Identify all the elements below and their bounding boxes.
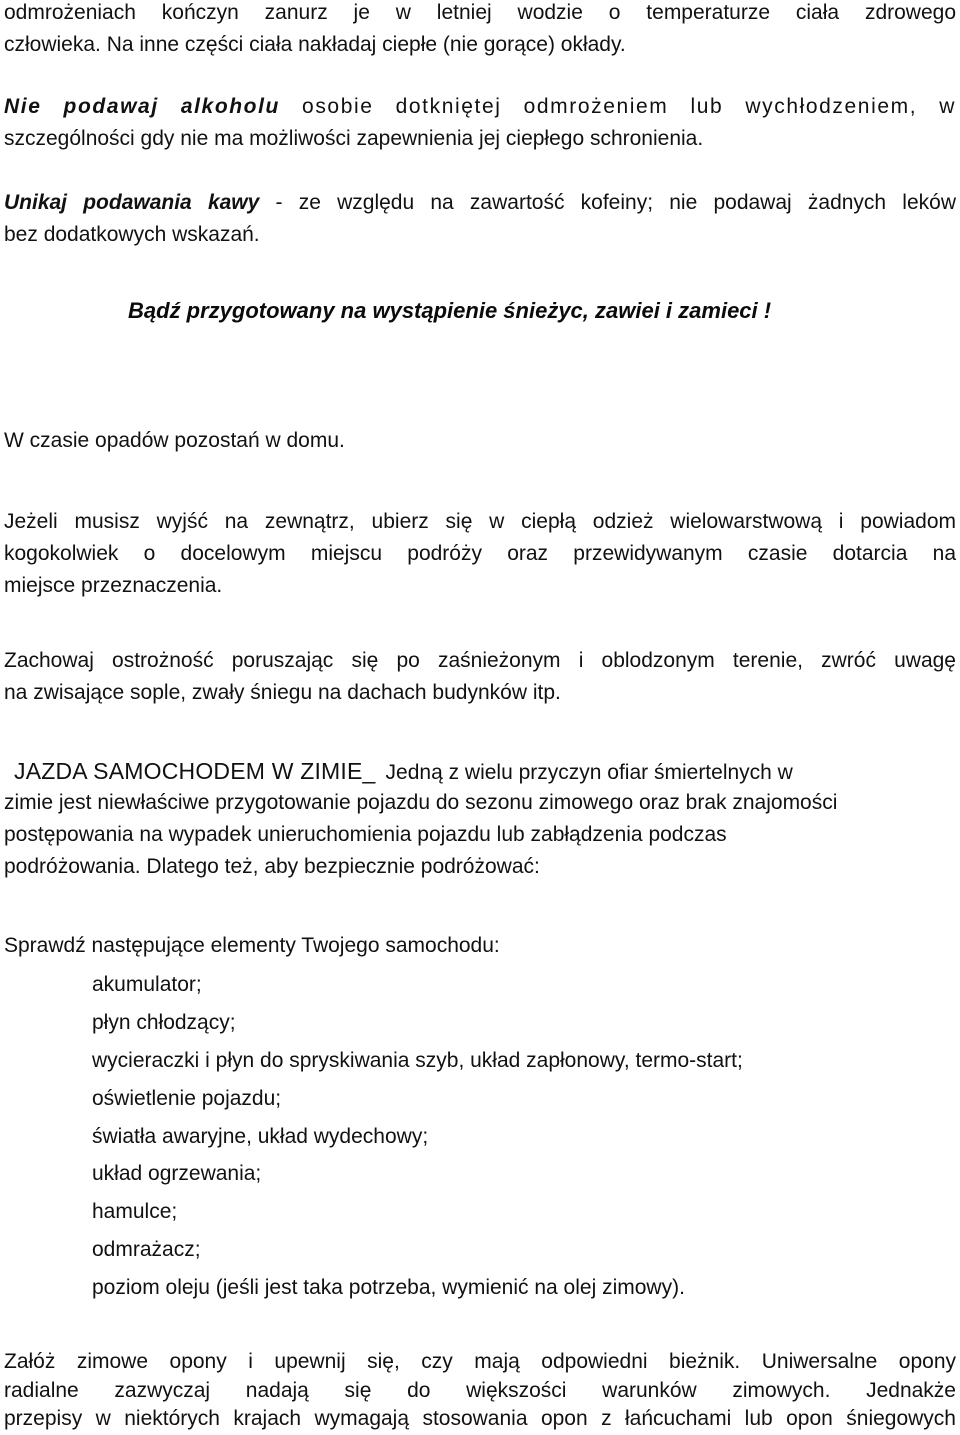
list-item: płyn chłodzący; <box>92 1010 236 1034</box>
paragraph-no-coffee-line-1 <box>4 187 956 219</box>
paragraph-tires-line-1: Załóż zimowe opony i upewnij się, czy mają odpowiedni bieżnik. Uniwersalne opony <box>4 1350 956 1373</box>
paragraph-caution-line-1: Zachowaj ostrożność poruszając się po zaśnieżonym i oblodzonym terenie, zwróć uwagę <box>4 649 956 672</box>
paragraph-frostbite-line-1: odmrożeniach kończyn zanurz je w letniej wodzie o temperaturze ciała zdrowego <box>4 1 956 24</box>
winter-driving-title: JAZDA SAMOCHODEM W ZIMIE_ <box>14 758 376 784</box>
list-item: światła awaryjne, układ wydechowy; <box>92 1124 429 1148</box>
checklist-intro: Sprawdź następujące elementy Twojego samochodu: <box>4 934 500 957</box>
paragraph-tires-line-2: radialne zazwyczaj nadają się do większości warunków zimowych. Jednakże <box>4 1379 956 1402</box>
paragraph-going-out-line-1: Jeżeli musisz wyjść na zewnątrz, ubierz się w ciepłą odzież wielowarstwową i powiadom <box>4 510 956 533</box>
no-coffee-emphasis: Unikaj podawania kawy <box>4 191 260 214</box>
paragraph-no-alcohol-line-1 <box>4 91 956 123</box>
list-item: układ ogrzewania; <box>92 1162 262 1186</box>
paragraph-no-alcohol-line-2: szczególności gdy nie ma możliwości zapewnienia jej ciepłego schronienia. <box>4 127 704 150</box>
paragraph-going-out-line-2: kogokolwiek o docelowym miejscu podróży oraz przewidywanym czasie dotarcia na <box>4 542 956 565</box>
no-alcohol-emphasis: Nie podawaj alkoholu <box>4 95 280 118</box>
paragraph-winter-driving-line-2: zimie jest niewłaściwe przygotowanie pojazdu do sezonu zimowego oraz brak znajomości <box>4 791 838 814</box>
winter-driving-intro: Jedną z wielu przyczyn ofiar śmiertelnych w <box>385 761 793 784</box>
car-checklist <box>92 966 743 1307</box>
list-item: odmrażacz; <box>92 1238 201 1262</box>
no-alcohol-text: osobie dotkniętej odmrożeniem lub wychłodzeniem, w <box>279 95 956 118</box>
list-item: wycieraczki i płyn do spryskiwania szyb, układ zapłonowy, termo-start; <box>92 1048 743 1072</box>
paragraph-no-coffee-line-2: bez dodatkowych wskazań. <box>4 223 260 246</box>
list-item: oświetlenie pojazdu; <box>92 1086 282 1110</box>
paragraph-frostbite-line-2: człowieka. Na inne części ciała nakładaj ciepłe (nie gorące) okłady. <box>4 33 626 56</box>
paragraph-going-out-line-3: miejsce przeznaczenia. <box>4 574 223 597</box>
paragraph-winter-driving-line-4: podróżowania. Dlatego też, aby bezpiecznie podróżować: <box>4 855 540 878</box>
paragraph-caution-line-2: na zwisające sople, zwały śniegu na dachach budynków itp. <box>4 681 561 704</box>
paragraph-tires-line-3: przepisy w niektórych krajach wymagają stosowania opon z łańcuchami lub opon śniegowych <box>4 1407 956 1430</box>
no-coffee-text: - ze względu na zawartość kofeiny; nie podawaj żadnych leków <box>259 191 956 214</box>
list-item: hamulce; <box>92 1200 178 1224</box>
snowstorm-heading: Bądź przygotowany na wystąpienie śnieżyc, zawiei i zamieci ! <box>128 298 772 323</box>
paragraph-stay-home: W czasie opadów pozostań w domu. <box>4 429 345 452</box>
paragraph-winter-driving-line-1 <box>14 755 956 789</box>
list-item: akumulator; <box>92 973 202 996</box>
paragraph-winter-driving-line-3: postępowania na wypadek unieruchomienia pojazdu lub zabłądzenia podczas <box>4 823 727 846</box>
list-item: poziom oleju (jeśli jest taka potrzeba, wymienić na olej zimowy). <box>92 1276 685 1300</box>
